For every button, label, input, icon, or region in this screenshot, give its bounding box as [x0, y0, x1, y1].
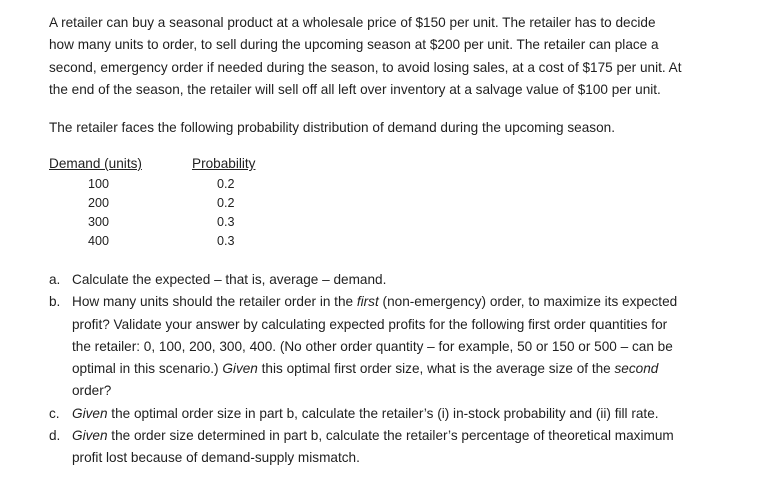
question-marker: a. — [49, 272, 61, 287]
probability-cell: 0.2 — [217, 177, 235, 191]
question-d — [49, 425, 749, 470]
intro-line: how many units to order, to sell during the upcoming season at $200 per unit. The retailer can place a — [49, 37, 659, 53]
probability-cell: 0.3 — [217, 215, 235, 229]
table-caption: The retailer faces the following probability distribution of demand during the upcoming season. — [49, 120, 615, 135]
intro-paragraph — [49, 12, 749, 101]
probability-cell: 0.2 — [217, 196, 235, 210]
demand-cell: 200 — [88, 196, 110, 210]
question-a — [49, 269, 749, 291]
intro-line: the end of the season, the retailer will sell off all left over inventory at a salvage value of $100 per unit. — [49, 81, 661, 97]
question-marker: d. — [49, 428, 61, 444]
question-b — [49, 291, 749, 402]
demand-cell: 400 — [88, 234, 110, 248]
intro-line: second, emergency order if needed during the season, to avoid losing sales, at a cost of $175 per unit. At — [49, 59, 682, 75]
question-line: the retailer: 0, 100, 200, 300, 400. (No other order quantity – for example, 50 or 150 or 500 – can be — [72, 338, 673, 354]
question-line: Given the order size determined in part b, calculate the retailer’s percentage of theoretical maximum — [72, 428, 674, 444]
demand-cell: 300 — [88, 215, 110, 229]
question-line: How many units should the retailer order in the first (non-emergency) order, to maximize its expected — [72, 294, 678, 310]
question-line: profit? Validate your answer by calculating expected profits for the following first order quantities for — [72, 316, 668, 332]
question-line: Given the optimal order size in part b, calculate the retailer’s (i) in-stock probability and (ii) fill rate. — [72, 405, 659, 421]
question-marker: c. — [49, 405, 60, 421]
intro-line: A retailer can buy a seasonal product at a wholesale price of $150 per unit. The retailer has to decide — [49, 15, 656, 30]
question-line: Calculate the expected – that is, average – demand. — [72, 272, 387, 287]
probability-column-header: Probability — [192, 156, 256, 171]
question-line: profit lost because of demand-supply mismatch. — [72, 450, 360, 466]
demand-column-header: Demand (units) — [49, 156, 142, 171]
question-line: optimal in this scenario.) Given this optimal first order size, what is the average size of the second — [72, 361, 659, 377]
question-marker: b. — [49, 294, 61, 310]
question-line: order? — [72, 383, 112, 399]
question-list — [49, 269, 749, 470]
probability-cell: 0.3 — [217, 234, 235, 248]
question-c — [49, 403, 749, 425]
demand-cell: 100 — [88, 177, 110, 191]
